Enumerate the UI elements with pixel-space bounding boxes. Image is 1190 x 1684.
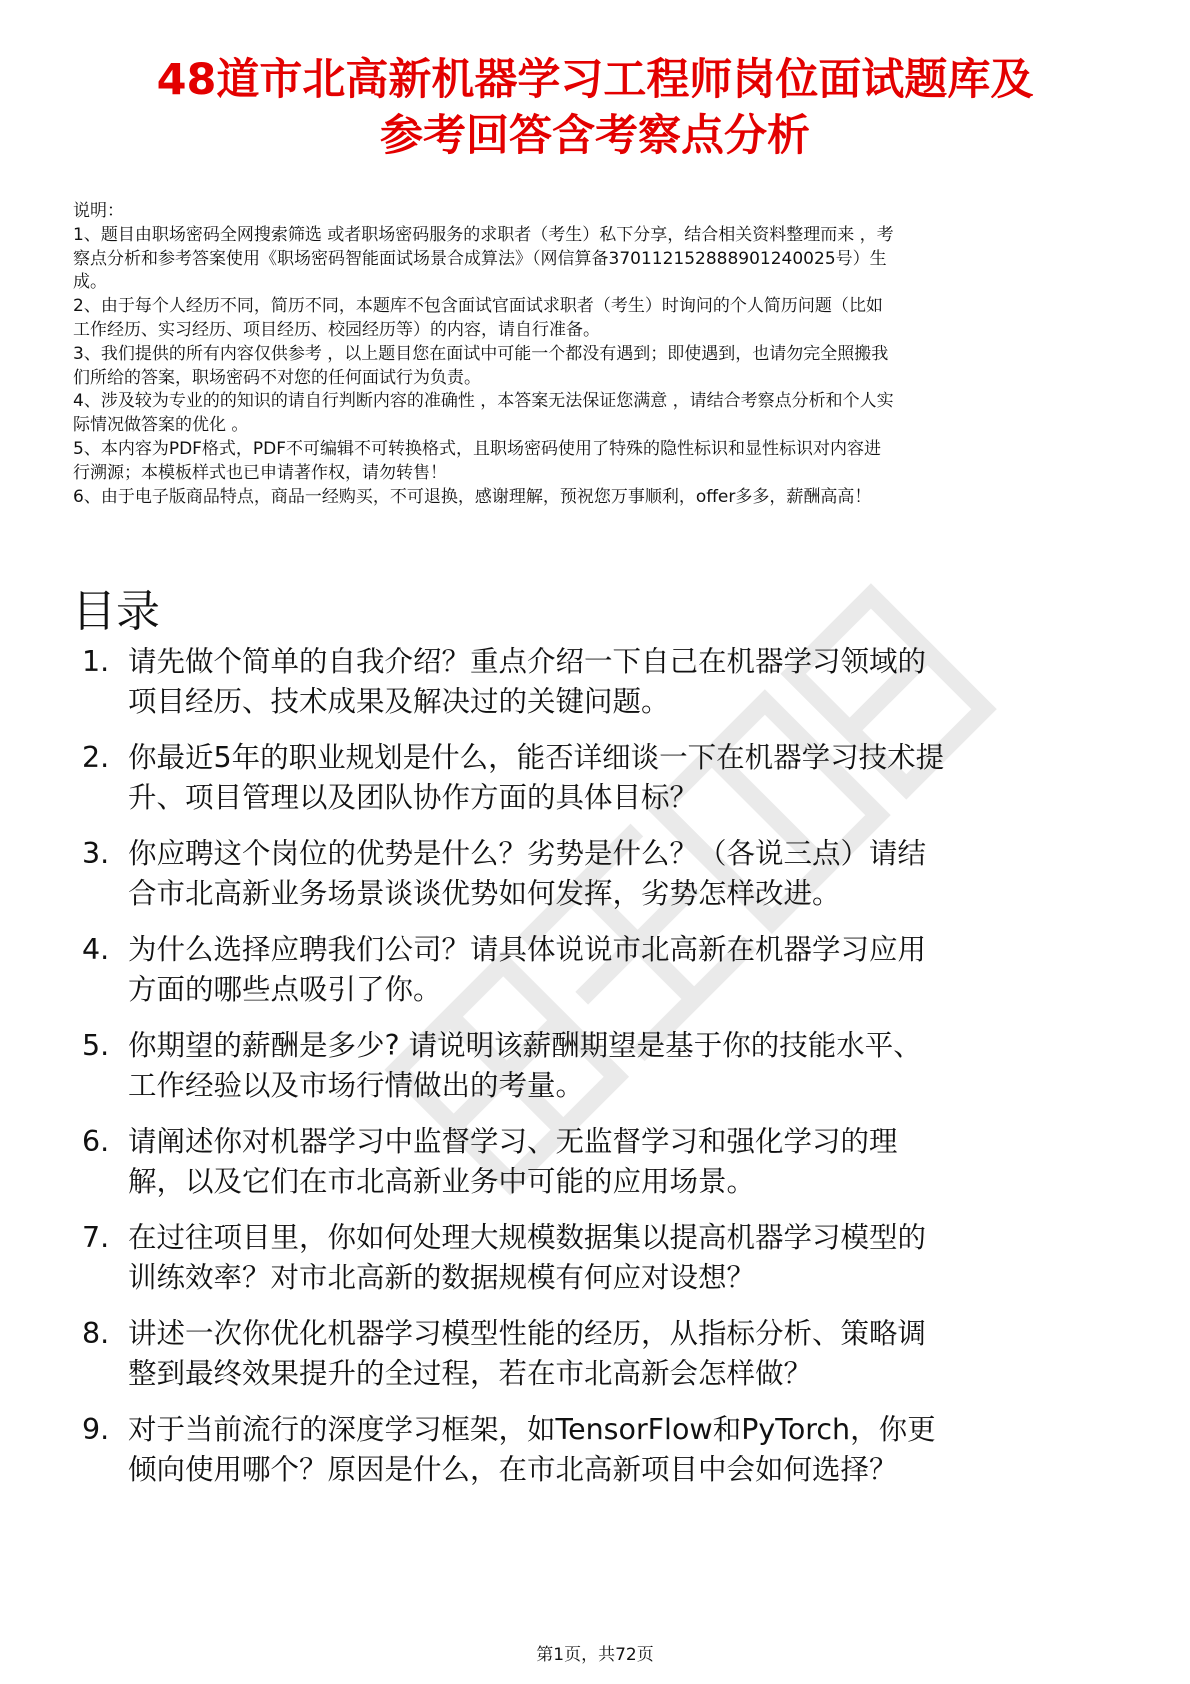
question-item: [60, 834, 1130, 914]
document-title-line: 48道市北高新机器学习工程师岗位面试题库及: [156, 55, 1034, 105]
question-item: [60, 1314, 1130, 1394]
note-line: 察点分析和参考答案使用《职场密码智能面试场景合成算法》（网信算备37011215288890124002​5号）生: [73, 248, 887, 269]
question-text-line: 解，以及它们在市北高新业务中可能的应用场景。: [128, 1165, 756, 1198]
question-text-line: 你最近5年的职业规划是什么，能否详细谈一下在机器学习技术提: [128, 741, 945, 774]
page-footer: 第1页，共72页: [536, 1645, 654, 1665]
toc-heading: 目录: [72, 586, 160, 637]
question-text-line: 为什么选择应聘我们公司？请具体说说市北高新在机器学习应用: [128, 933, 927, 966]
note-line: 工作经历、实习经历、项目经历、校园经历等）的内容，请自行准备。: [73, 319, 600, 340]
question-item: [60, 738, 1130, 818]
question-number: 7.: [82, 1221, 110, 1254]
question-number: 3.: [82, 837, 110, 870]
note-line: 行溯源；本模板样式也已申请著作权，请勿转售！: [73, 462, 447, 483]
question-item: [60, 642, 1130, 722]
note-line: 们所给的答案，职场密码不对您的任何面试行为负责。: [73, 367, 481, 388]
note-line: 成。: [73, 272, 107, 293]
notes-section: [73, 200, 1133, 509]
note-line: 际情况做答案的优化 。: [73, 415, 249, 436]
note-line: 3、我们提供的所有内容仅供参考 ，以上题目您在面试中可能一个都没有遇到；即使遇到，也请勿完全照搬我: [73, 343, 889, 364]
question-text-line: 合市北高新业务场景谈谈优势如何发挥，劣势怎样改进。: [128, 877, 841, 910]
note-line: 5、本内容为PDF格式，PDF不可编辑不可转换格式，且职场密码使用了特殊的隐性标识和显性标识对内容进: [73, 438, 882, 459]
question-text-line: 工作经验以及市场行情做出的考量。: [128, 1069, 585, 1102]
question-text-line: 整到最终效果提升的全过程，若在市北高新会怎样做？: [128, 1357, 813, 1390]
question-text-line: 训练效率？对市北高新的数据规模有何应对设想？: [128, 1261, 756, 1294]
question-text-line: 升、项目管理以及团队协作方面的具体目标？: [128, 781, 699, 814]
question-text-line: 在过往项目里，你如何处理大规模数据集以提高机器学习模型的: [128, 1221, 927, 1254]
document-title: [60, 52, 1130, 164]
question-text-line: 讲述一次你优化机器学习模型性能的经历，从指标分析、策略调: [128, 1317, 927, 1350]
question-text-line: 倾向使用哪个？原因是什么，在市北高新项目中会如何选择？: [128, 1453, 898, 1486]
note-line: 4、涉及较为专业的的知识的请自行判断内容的准确性 ，本答案无法保证您满意 ，请结合考察点分析和个人实: [73, 391, 894, 412]
question-text-line: 项目经历、技术成果及解决过的关键问题。: [128, 685, 670, 718]
question-list: [60, 642, 1130, 1506]
question-item: [60, 930, 1130, 1010]
note-line: 6、由于电子版商品特点，商品一经购买，不可退换，感谢理解，预祝您万事顺利，offer多多，薪酬高高！: [73, 486, 872, 507]
question-number: 1.: [82, 645, 110, 678]
question-text-line: 对于当前流行的深度学习框架，如TensorFlow和PyTorch，你更: [128, 1413, 936, 1446]
question-number: 4.: [82, 933, 110, 966]
question-item: [60, 1218, 1130, 1298]
question-text-line: 请先做个简单的自我介绍？重点介绍一下自己在机器学习领域的: [128, 645, 927, 678]
question-number: 8.: [82, 1317, 110, 1350]
question-number: 5.: [82, 1029, 110, 1062]
question-item: [60, 1122, 1130, 1202]
question-text-line: 请阐述你对机器学习中监督学习、无监督学习和强化学习的理: [128, 1125, 898, 1158]
note-line: 2、由于每个人经历不同，简历不同，本题库不包含面试官面试求职者（考生）时询问的个人简历问题（比如: [73, 296, 883, 317]
notes-heading: 说明：: [73, 201, 124, 221]
question-text-line: 你期望的薪酬是多少? 请说明该薪酬期望是基于你的技能水平、: [128, 1029, 922, 1062]
document-title-line: 参考回答含考察点分析: [380, 111, 810, 161]
note-line: 1、题目由职场密码全网搜索筛选 或者职场密码服务的求职者（考生）私下分享，结合相关资料整理而来 ，考: [73, 224, 894, 245]
question-text-line: 方面的哪些点吸引了你。: [128, 973, 442, 1006]
question-number: 6.: [82, 1125, 110, 1158]
question-item: [60, 1410, 1130, 1490]
question-item: [60, 1026, 1130, 1106]
question-number: 2.: [82, 741, 110, 774]
question-number: 9.: [82, 1413, 110, 1446]
question-text-line: 你应聘这个岗位的优势是什么？劣势是什么？（各说三点）请结: [128, 837, 927, 870]
